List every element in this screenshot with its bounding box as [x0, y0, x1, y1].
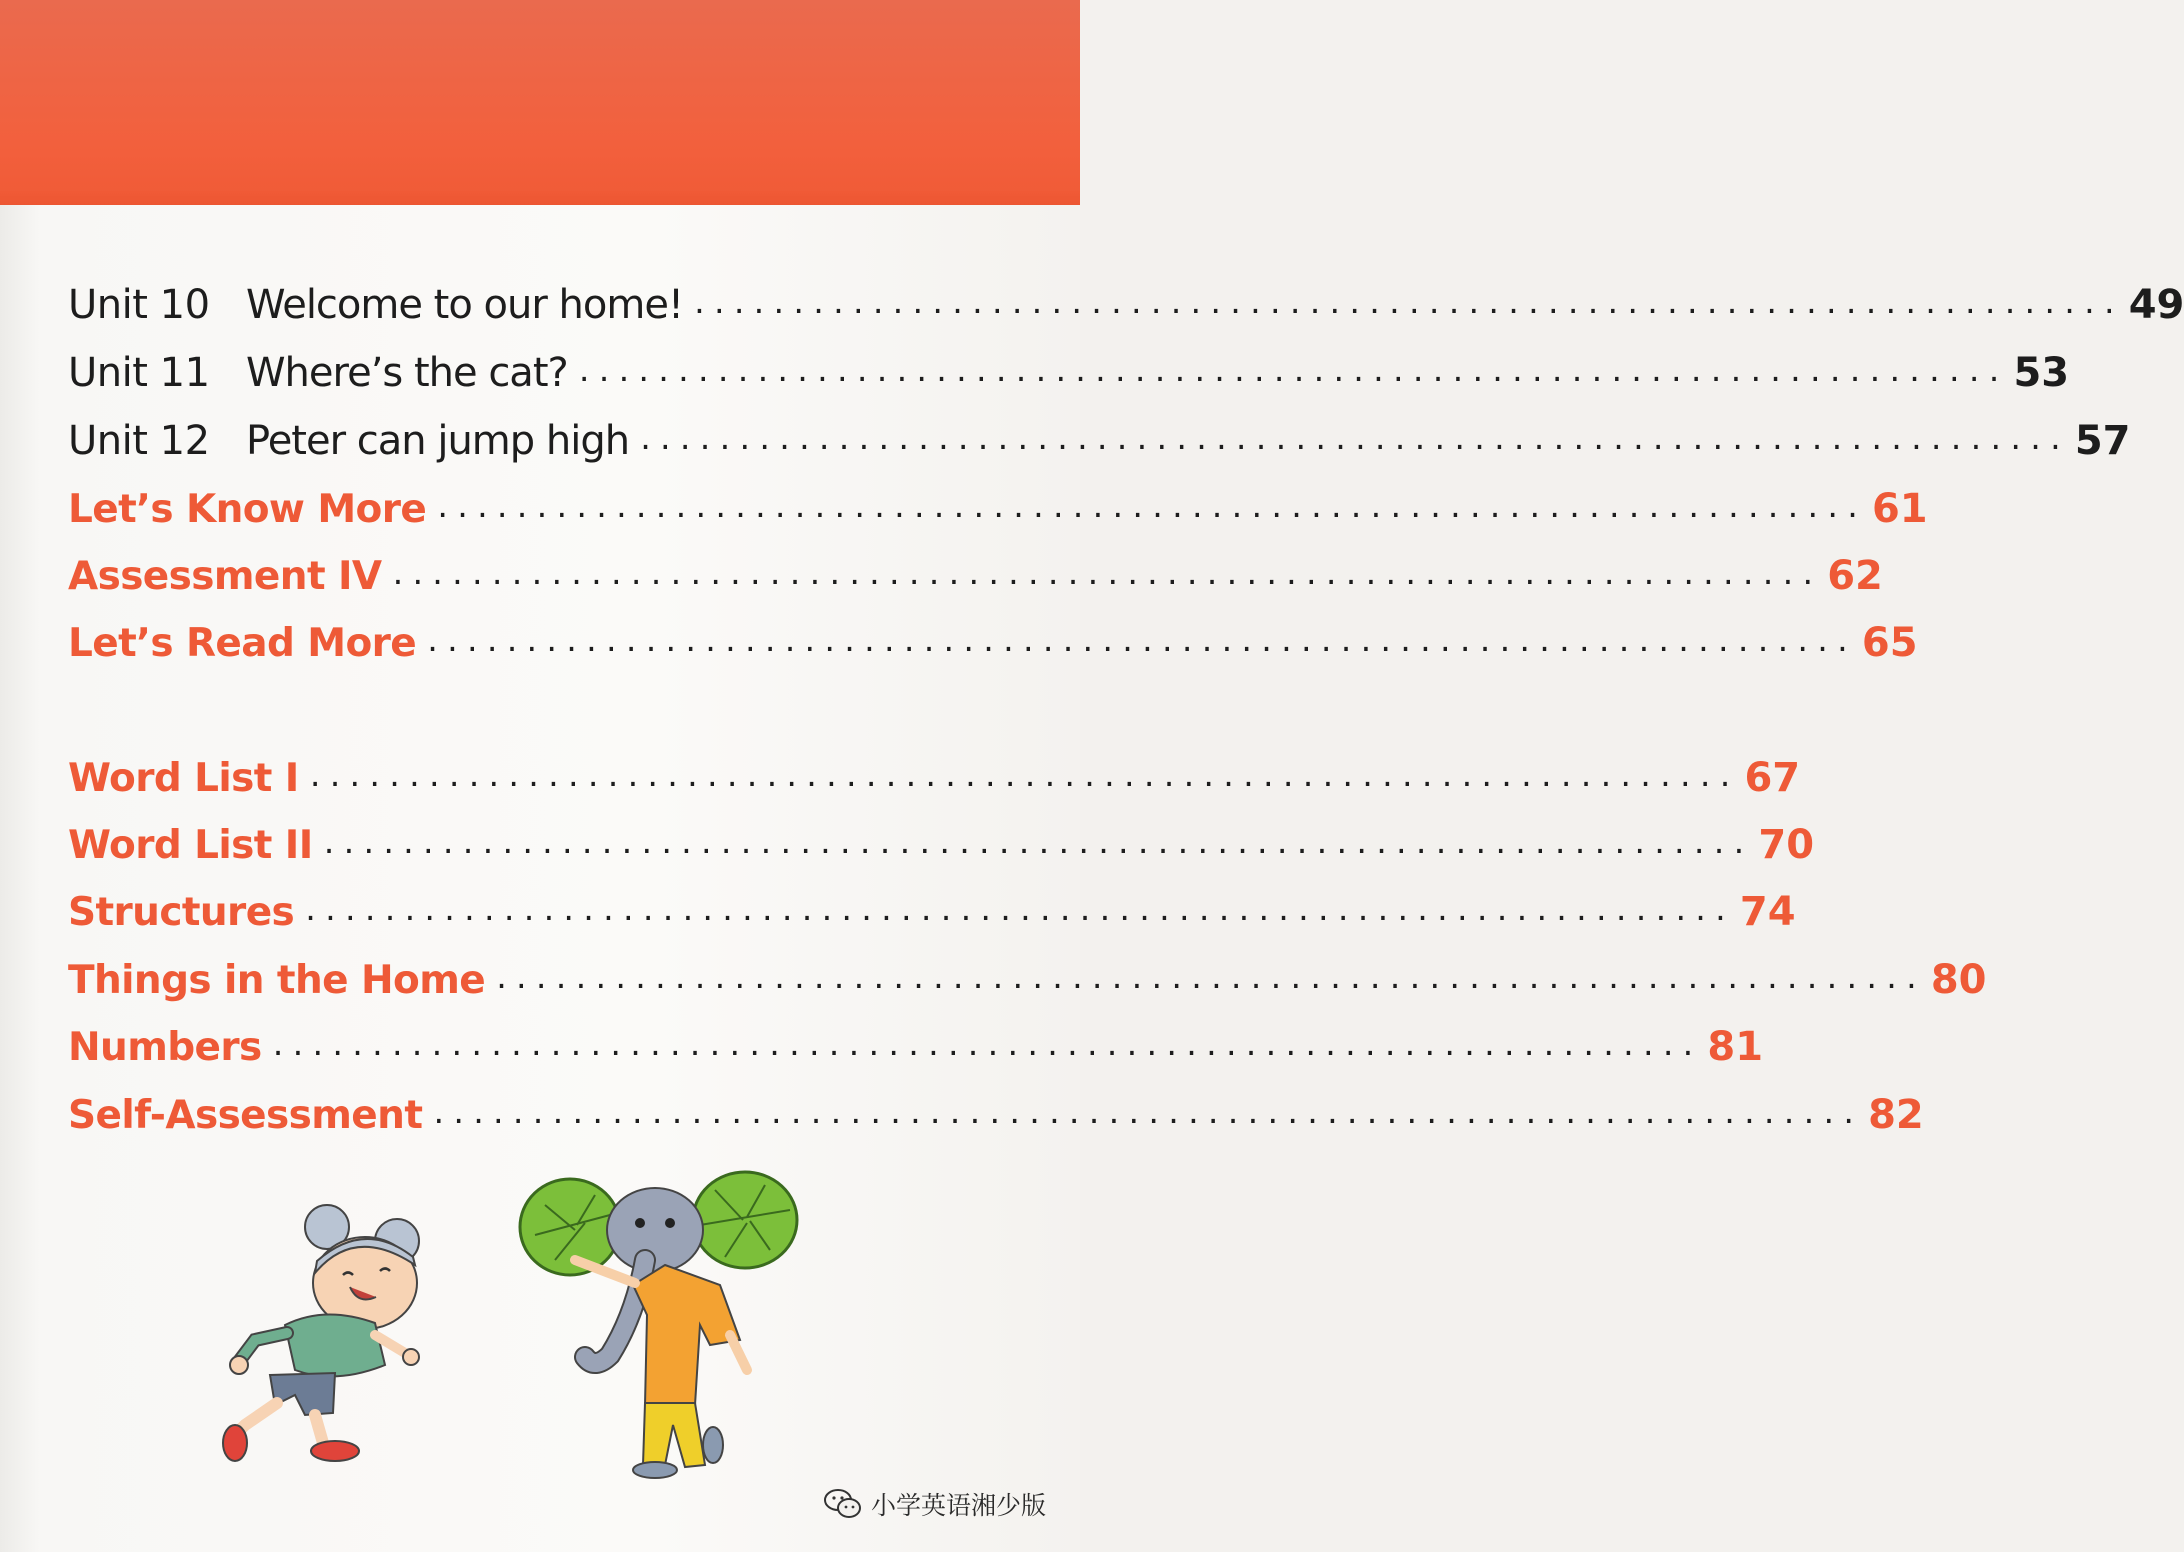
page-number: 49: [2128, 282, 2184, 328]
dot-leader: ........................................................................: [690, 287, 2121, 320]
unit-number: Unit 10: [68, 282, 210, 328]
section-title: Word List I: [68, 756, 299, 801]
toc-row-word-list-ii[interactable]: [68, 808, 1815, 868]
dot-leader: ........................................................................: [493, 962, 1923, 995]
section-title: Let’s Know More: [68, 487, 427, 532]
toc-row-self-assessment[interactable]: [68, 1078, 1924, 1138]
dot-leader: ........................................................................: [320, 827, 1751, 860]
unit-title: Peter can jump high: [246, 418, 630, 464]
page-number: 74: [1739, 889, 1796, 935]
unit-title: Where’s the cat?: [246, 350, 568, 396]
page-number: 61: [1871, 486, 1928, 532]
dot-leader: ........................................................................: [389, 558, 1820, 591]
wechat-icon: [823, 1487, 863, 1521]
elephant-mask-boy-illustration: [515, 1165, 805, 1485]
section-title: Self-Assessment: [68, 1093, 423, 1138]
toc-row-unit-11[interactable]: [68, 336, 2070, 396]
page-number: 82: [1868, 1092, 1924, 1138]
dot-leader: ........................................................................: [302, 894, 1732, 927]
section-title: Assessment IV: [68, 554, 382, 599]
section-title: Let’s Read More: [68, 621, 417, 666]
section-title: Structures: [68, 890, 295, 935]
unit-number: Unit 11: [68, 350, 210, 396]
toc-row-lets-know-more[interactable]: [68, 472, 1928, 532]
dot-leader: ........................................................................: [575, 355, 2006, 388]
page-number: 57: [2074, 418, 2131, 464]
toc-row-assessment-iv[interactable]: [68, 539, 1883, 599]
dot-leader: ........................................................................: [306, 760, 1737, 793]
unit-number: Unit 12: [68, 418, 210, 464]
running-boy-illustration: [215, 1195, 430, 1465]
wechat-watermark: [823, 1486, 1046, 1522]
watermark-text: 小学英语湘少版: [870, 1491, 1046, 1520]
page-number: 81: [1707, 1024, 1764, 1070]
page-number: 80: [1930, 957, 1987, 1003]
toc-row-numbers[interactable]: [68, 1010, 1764, 1070]
page-number: 65: [1861, 620, 1918, 666]
page-number: 67: [1744, 755, 1801, 801]
dot-leader: ........................................................................: [424, 625, 1854, 658]
section-title: Things in the Home: [68, 958, 486, 1003]
dot-leader: ........................................................................: [434, 491, 1864, 524]
section-title: Word List II: [68, 823, 313, 868]
toc-row-unit-10[interactable]: [68, 268, 2184, 328]
page-number: 70: [1758, 822, 1815, 868]
dot-leader: ........................................................................: [269, 1029, 1700, 1062]
page-number: 62: [1827, 553, 1883, 599]
toc-row-things-in-the-home[interactable]: [68, 943, 1987, 1003]
toc-row-lets-read-more[interactable]: [68, 606, 1918, 666]
toc-row-unit-12[interactable]: [68, 404, 2131, 464]
dot-leader: ........................................................................: [430, 1097, 1861, 1130]
page-number: 53: [2013, 350, 2070, 396]
unit-title: Welcome to our home!: [246, 282, 683, 328]
toc-row-word-list-i[interactable]: [68, 741, 1801, 801]
section-title: Numbers: [68, 1025, 262, 1070]
dot-leader: ........................................................................: [637, 423, 2067, 456]
toc-row-structures[interactable]: [68, 875, 1796, 935]
